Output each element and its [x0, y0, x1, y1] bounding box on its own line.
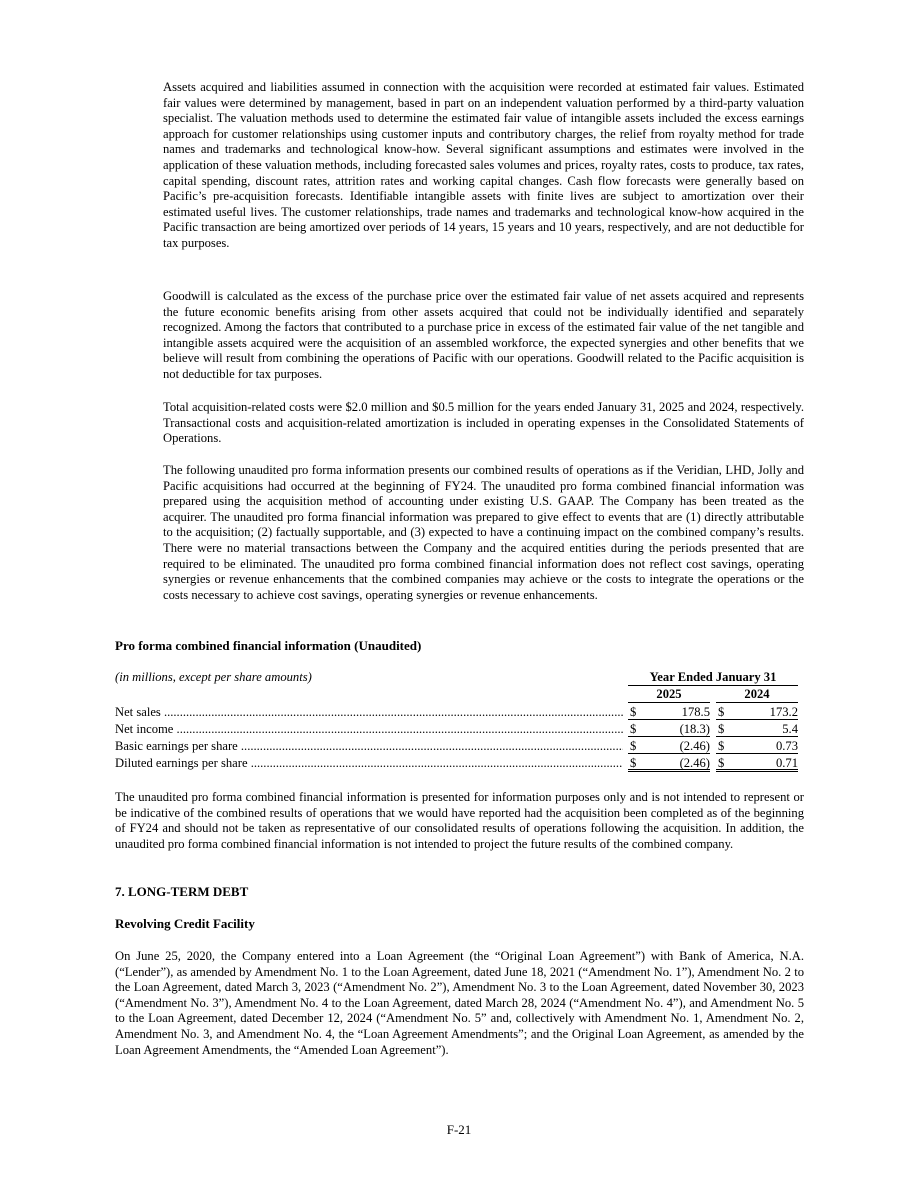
cell-2024	[716, 721, 798, 737]
dollar-sign: $	[630, 739, 637, 753]
dollar-sign: $	[630, 722, 637, 736]
dollar-sign: $	[630, 756, 637, 770]
paragraph-valuation: Assets acquired and liabilities assumed in connection with the acquisition were recorded at estimated fair values. Estimated fair values were determined by management, based in part on an independent valuation performed by a third-party valuation specialist. The valuation methods used to determine the estimated fair value of intangible assets included the excess earnings approach for customer relationships using customer inputs and contributory charges, the relief from royalty method for trade names and trademarks and technological know-how. Several significant assumptions and estimates were involved in the application of these valuation methods, including forecasted sales volumes and prices, royalty rates, costs to produce, tax rates, capital spending, discount rates, attrition rates and working capital changes. Cash flow forecasts were generally based on Pacific’s pre-acquisition forecasts. Identifiable intangible assets with finite lives are subject to amortization over their estimated useful lives. The customer relationships, trade names and trademarks and technological know-how acquired in the Pacific transaction are being amortized over periods of 14 years, 15 years and 10 years, respectively, and are not deductible for tax purposes.	[163, 80, 804, 250]
page-number: F-21	[446, 1122, 472, 1137]
table-caption: (in millions, except per share amounts)	[115, 670, 312, 684]
year-2025-header: 2025	[628, 687, 710, 703]
table-row	[115, 721, 798, 738]
table-row	[115, 755, 798, 772]
paragraph-pro-forma-intro: The following unaudited pro forma information presents our combined results of operations as if the Veridian, LHD, Jolly and Pacific acquisitions had occurred at the beginning of FY24. The unaudited pro forma combined financial information was prepared using the acquisition method of accounting under existing U.S. GAAP. The Company has been treated as the acquirer. The unaudited pro forma financial information was prepared to give effect to events that are (1) directly attributable to the acquisition; (2) factually supportable, and (3) expected to have a continuing impact on the combined company’s results. There were no material transactions between the Company and the acquired entities during the periods presented that are required to be eliminated. The unaudited pro forma combined financial information does not reflect cost savings, operating synergies or revenue enhancements that the combined companies may achieve or the costs to integrate the operations or the costs necessary to achieve cost savings, operating synergies or revenue enhancements.	[163, 463, 804, 602]
paragraph-pro-forma-disclaimer: The unaudited pro forma combined financial information is presented for information purposes only and is not intended to represent or be indicative of the combined results of operations that we would have reported had the acquisition been completed as of the beginning of FY24 and should not be taken as representative of our consolidated results of operations following the acquisition. In addition, the unaudited pro forma combined financial information is not intended to project the future results of the combined company.	[115, 790, 804, 851]
cell-2025	[628, 738, 710, 754]
row-label: Basic earnings per share .....	[115, 738, 623, 754]
subsection-heading: Revolving Credit Facility	[115, 916, 255, 931]
paragraph-loan-agreement: On June 25, 2020, the Company entered into a Loan Agreement (the “Original Loan Agreement”) with Bank of America, N.A. (“Lender”), as amended by Amendment No. 1 to the Loan Agreement, dated June 18, 2021 (“Amendment No. 1”), Amendment No. 2 to the Loan Agreement, dated March 3, 2023 (“Amendment No. 2”), Amendment No. 3 to the Loan Agreement, dated November 30, 2023 (“Amendment No. 3”), Amendment No. 4 to the Loan Agreement, dated March 28, 2024 (“Amendment No. 4”), and Amendment No. 5 to the Loan Agreement, dated December 12, 2024 (“Amendment No. 5” and, collectively with Amendment No. 1, Amendment No. 2, Amendment No. 3, and Amendment No. 4, the “Loan Agreement Amendments”; and the Original Loan Agreement, as amended by the Loan Agreement Amendments, the “Amended Loan Agreement”).	[115, 949, 804, 1057]
row-label: Net income .....	[115, 721, 623, 737]
row-label: Net sales .....	[115, 704, 623, 720]
cell-2025	[628, 755, 710, 772]
cell-2025	[628, 704, 710, 720]
paragraph-goodwill: Goodwill is calculated as the excess of the purchase price over the estimated fair value of net assets acquired and represents the future economic benefits arising from other assets acquired that could not be individually identified and separately recognized. Among the factors that contributed to a purchase price in excess of the estimated fair value of the net tangible and intangible assets acquired were the acquisition of an assembled workforce, the expected synergies and other benefits that we believe will result from combining the operations of Pacific with our operations. Goodwill related to the Pacific acquisition is not deductible for tax purposes.	[163, 289, 804, 381]
pro-forma-heading: Pro forma combined financial information (Unaudited)	[115, 638, 422, 653]
value-2024: 173.2	[769, 705, 798, 719]
cell-2025	[628, 721, 710, 737]
value-2024: 0.71	[775, 756, 798, 770]
value-2025: 178.5	[681, 705, 710, 719]
year-ended-header: Year Ended January 31	[628, 670, 798, 686]
value-2025: (2.46)	[679, 756, 710, 770]
cell-2024	[716, 738, 798, 754]
table-row	[115, 738, 798, 755]
dollar-sign: $	[718, 756, 725, 770]
cell-2024	[716, 755, 798, 772]
table-row	[115, 704, 798, 721]
section-heading: 7. LONG-TERM DEBT	[115, 884, 249, 899]
dollar-sign: $	[718, 722, 725, 736]
value-2025: (18.3)	[679, 722, 710, 736]
paragraph-acquisition-costs: Total acquisition-related costs were $2.0 million and $0.5 million for the years ended January 31, 2025 and 2024, respectively. Transactional costs and acquisition-related amortization is included in operating expenses in the Consolidated Statements of Operations.	[163, 400, 804, 446]
cell-2024	[716, 704, 798, 720]
dollar-sign: $	[630, 705, 637, 719]
dollar-sign: $	[718, 739, 725, 753]
dollar-sign: $	[718, 705, 725, 719]
value-2024: 5.4	[782, 722, 798, 736]
value-2025: (2.46)	[679, 739, 710, 753]
row-label: Diluted earnings per share .....	[115, 755, 623, 771]
year-2024-header: 2024	[716, 687, 798, 703]
value-2024: 0.73	[775, 739, 798, 753]
